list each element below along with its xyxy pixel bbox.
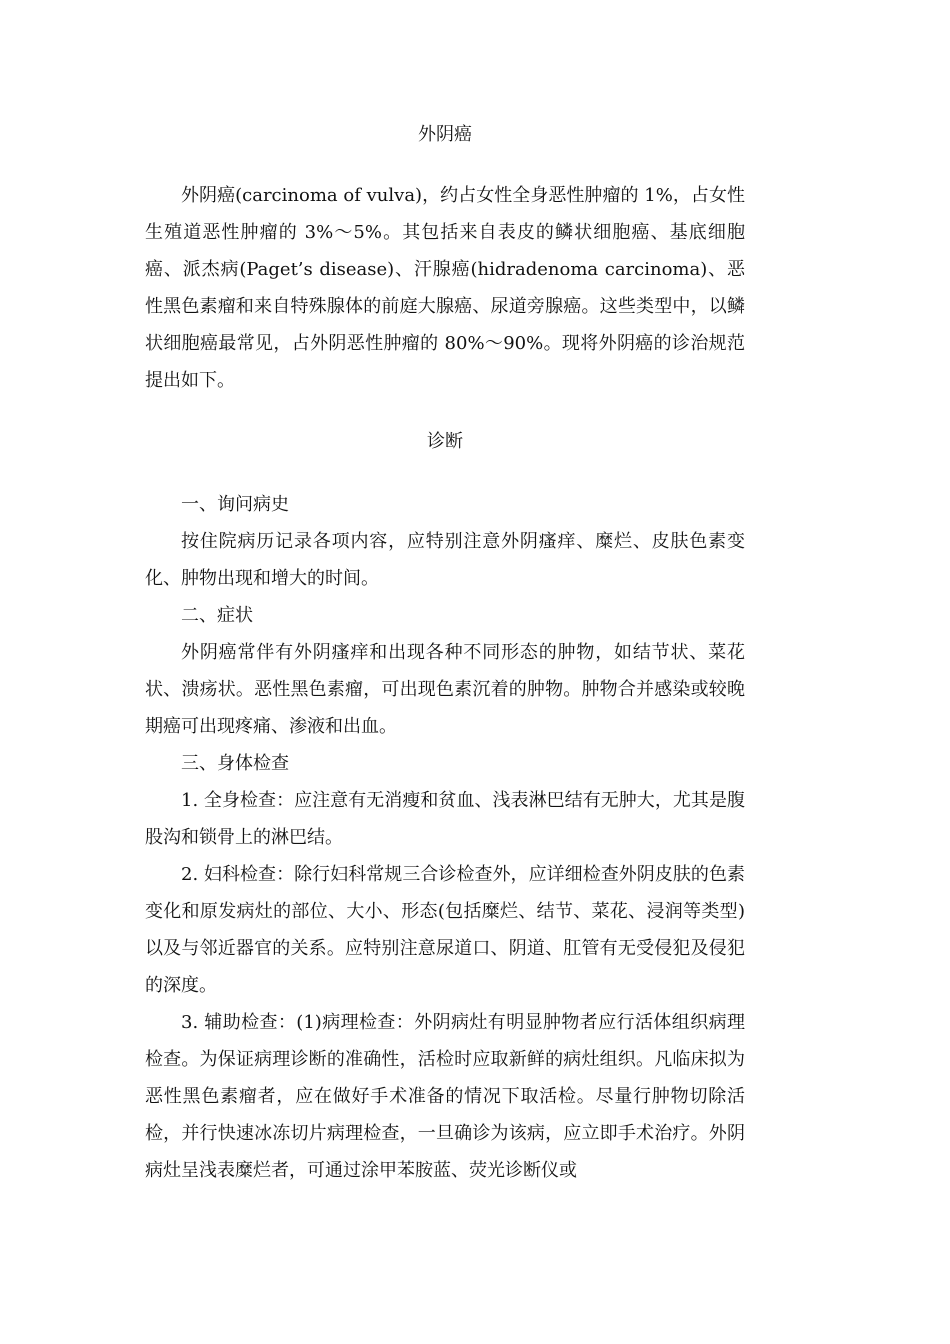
intro-paragraph: 外阴癌(carcinoma of vulva)，约占女性全身恶性肿瘤的 1%，占女性生殖道恶性肿瘤的 3%～5%。其包括来自表皮的鳞状细胞癌、基底细胞癌、派杰病(Paget’s disease)、汗腺癌(hidradenoma carcinoma)、恶性黑色素瘤和来自特殊腺体的前庭大腺癌、尿道旁腺癌。这些类型中，以鳞状细胞癌最常见，占外阴恶性肿瘤的 80%～90%。现将外阴癌的诊治规范提出如下。 [145, 185, 745, 391]
exam-heading: 三、身体检查 [181, 753, 289, 774]
exam-item-auxiliary: 3. 辅助检查：(1)病理检查：外阴病灶有明显肿物者应行活体组织病理检查。为保证病理诊断的准确性，活检时应取新鲜的病灶组织。凡临床拟为恶性黑色素瘤者，应在做好手术准备的情况下取活检。尽量行肿物切除活检，并行快速冰冻切片病理检查，一旦确诊为该病，应立即手术治疗。外阴病灶呈浅表糜烂者，可通过涂甲苯胺蓝、荧光诊断仪或 [145, 1012, 745, 1181]
document-title: 外阴癌 [418, 124, 472, 145]
symptoms-paragraph: 外阴癌常伴有外阴瘙痒和出现各种不同形态的肿物，如结节状、菜花状、溃疡状。恶性黑色素瘤，可出现色素沉着的肿物。肿物合并感染或较晚期癌可出现疼痛、渗液和出血。 [145, 642, 745, 737]
exam-item-general: 1. 全身检查：应注意有无消瘦和贫血、浅表淋巴结有无肿大，尤其是腹股沟和锁骨上的淋巴结。 [145, 790, 745, 848]
symptoms-heading: 二、症状 [181, 605, 253, 626]
history-paragraph: 按住院病历记录各项内容，应特别注意外阴瘙痒、糜烂、皮肤色素变化、肿物出现和增大的时间。 [145, 531, 745, 589]
section-title-diagnosis: 诊断 [427, 431, 463, 452]
exam-item-gynecologic: 2. 妇科检查：除行妇科常规三合诊检查外，应详细检查外阴皮肤的色素变化和原发病灶的部位、大小、形态(包括糜烂、结节、菜花、浸润等类型)以及与邻近器官的关系。应特别注意尿道口、阴道、肛管有无受侵犯及侵犯的深度。 [145, 864, 745, 996]
document-body [145, 116, 745, 1189]
history-heading: 一、询问病史 [181, 494, 289, 515]
